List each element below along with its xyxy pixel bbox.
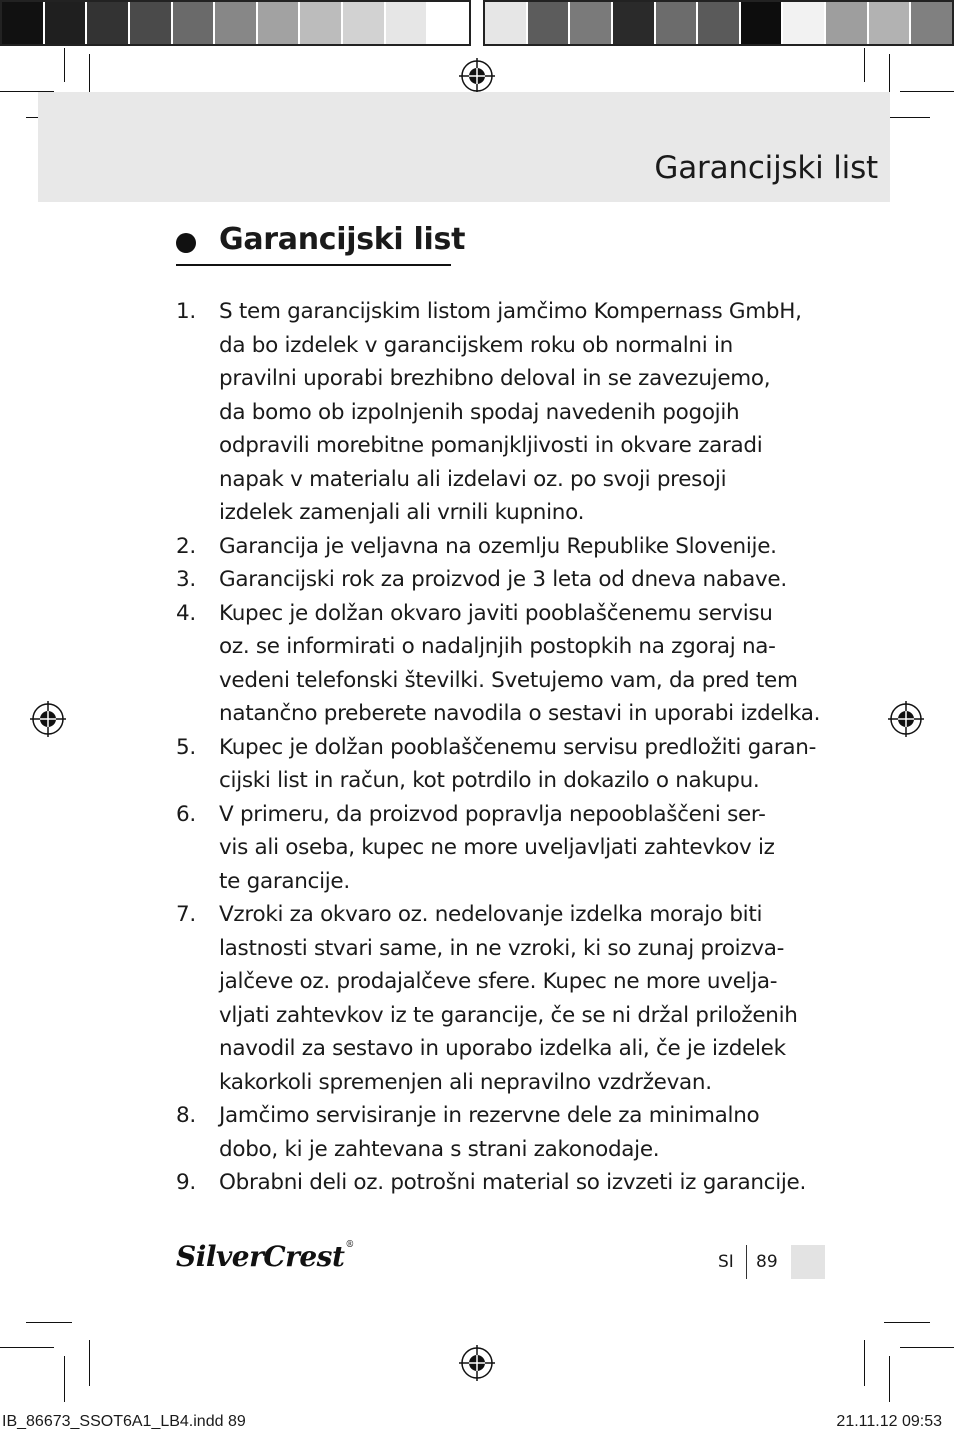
list-item-text-line: Obrabni deli oz. potrošni material so izvzeti iz garancije.: [219, 1170, 806, 1195]
list-item: [176, 530, 786, 564]
list-item-text-line: Kupec je dolžan pooblaščenemu servisu predložiti garan-: [219, 734, 817, 760]
list-item-text-line: cijski list in račun, kot potrdilo in dokazilo o nakupu.: [219, 768, 760, 793]
color-swatch: [570, 2, 613, 44]
list-item-text-line: izdelek zamenjali ali vrnili kupnino.: [219, 500, 585, 525]
brand-logo: [176, 1240, 354, 1273]
list-item: [176, 798, 786, 899]
crop-mark: [900, 1347, 954, 1348]
color-swatch: [258, 2, 301, 44]
language-code: SI: [718, 1252, 734, 1272]
list-item-number: 5.: [176, 734, 196, 760]
warranty-terms-list: [176, 295, 821, 1200]
list-item-text-line: Garancija je veljavna na ozemlju Republike Slovenije.: [219, 533, 777, 559]
footer-divider: [746, 1245, 747, 1279]
list-item-number: 3.: [176, 567, 196, 592]
list-item-text-line: odpravili morebitne pomanjkljivosti in okvare zaradi: [219, 433, 763, 458]
color-swatch: [783, 2, 826, 44]
list-item-number: 2.: [176, 533, 196, 559]
list-item: [176, 898, 798, 1099]
list-item-text-line: navodil za sestavo in uporabo izdelka ali, če je izdelek: [219, 1036, 786, 1061]
color-swatch: [911, 2, 952, 44]
color-bar-left: [0, 0, 471, 46]
crop-mark: [864, 1340, 865, 1386]
crop-mark: [900, 91, 954, 92]
registration-mark-icon: [888, 701, 924, 737]
list-item-number: 6.: [176, 801, 196, 827]
list-item-text-line: pravilni uporabi brezhibno deloval in se zavezujemo,: [219, 366, 771, 391]
crop-mark: [864, 48, 865, 82]
page-header-title: Garancijski list: [654, 150, 878, 186]
crop-mark: [889, 1356, 890, 1402]
registration-mark-icon: [30, 701, 66, 737]
list-item-text-line: V primeru, da proizvod popravlja nepooblaščeni ser-: [219, 801, 766, 827]
list-item: [176, 597, 821, 731]
color-swatch: [130, 2, 173, 44]
section-title: Garancijski list: [219, 222, 466, 257]
list-item-text-line: Kupec je dolžan okvaro javiti pooblaščenemu servisu: [219, 600, 773, 626]
list-item-text-line: jalčeve oz. prodajalčeve sfere. Kupec ne more uvelja-: [219, 969, 778, 994]
color-swatch: [741, 2, 784, 44]
list-item-text-line: lastnosti stvari same, in ne vzroki, ki so zunaj proizva-: [219, 935, 785, 961]
list-item-number: 4.: [176, 600, 196, 626]
list-item-text-line: da bomo ob izpolnjenih spodaj navedenih pogojih: [219, 399, 740, 425]
bullet-icon: [176, 233, 196, 253]
color-bar-right: [483, 0, 954, 46]
color-swatch: [656, 2, 699, 44]
list-item-text-line: kakorkoli spremenjen ali nepravilno vzdrževan.: [219, 1069, 712, 1095]
crop-mark: [26, 1322, 72, 1323]
crop-mark: [884, 117, 930, 118]
color-swatch: [87, 2, 130, 44]
registration-mark-icon: [459, 1345, 495, 1381]
color-swatch: [173, 2, 216, 44]
brand-name: SilverCrest: [176, 1240, 345, 1273]
list-item-text-line: oz. se informirati o nadaljnjih postopkih na zgoraj na-: [219, 634, 776, 659]
color-swatch: [869, 2, 912, 44]
color-swatch: [485, 2, 528, 44]
list-item-number: 9.: [176, 1170, 196, 1195]
color-swatch: [826, 2, 869, 44]
page-tab-box: [791, 1245, 825, 1279]
list-item: [176, 731, 817, 798]
color-swatch: [613, 2, 656, 44]
color-swatch: [2, 2, 45, 44]
color-swatch: [528, 2, 571, 44]
crop-mark: [64, 48, 65, 82]
color-swatch: [45, 2, 88, 44]
list-item-text-line: S tem garancijskim listom jamčimo Kompernass GmbH,: [219, 299, 802, 324]
list-item-text-line: te garancije.: [219, 868, 350, 894]
color-swatch: [386, 2, 429, 44]
list-item-text-line: Garancijski rok za proizvod je 3 leta od dneva nabave.: [219, 567, 787, 592]
list-item-text-line: da bo izdelek v garancijskem roku ob normalni in: [219, 332, 733, 358]
color-swatch: [428, 2, 469, 44]
list-item-text-line: vedeni telefonski številki. Svetujemo vam, da pred tem: [219, 667, 798, 693]
heading-underline: [176, 264, 451, 266]
color-swatch: [300, 2, 343, 44]
print-slug-datetime: 21.11.12 09:53: [836, 1413, 942, 1430]
crop-mark: [884, 1322, 930, 1323]
list-item-number: 8.: [176, 1103, 196, 1128]
registration-mark-icon: [459, 58, 495, 94]
list-item-text-line: vljati zahtevkov iz te garancije, če se ni držal priloženih: [219, 1002, 798, 1028]
list-item: [176, 1166, 806, 1200]
list-item-text-line: Vzroki za okvaro oz. nedelovanje izdelka morajo biti: [219, 902, 763, 927]
list-item-text-line: napak v materialu ali izdelavi oz. po svoji presoji: [219, 466, 727, 492]
list-item: [176, 295, 802, 530]
page-number: 89: [756, 1252, 778, 1272]
color-swatch: [343, 2, 386, 44]
print-slug-file: IB_86673_SSOT6A1_LB4.indd 89: [2, 1413, 246, 1430]
list-item-number: 7.: [176, 902, 196, 927]
list-item-text-line: vis ali oseba, kupec ne more uveljavljati zahtevkov iz: [219, 835, 775, 860]
list-item-text-line: Jamčimo servisiranje in rezervne dele za minimalno: [219, 1103, 760, 1128]
registered-mark: ®: [345, 1240, 354, 1250]
list-item-number: 1.: [176, 299, 196, 324]
list-item-text-line: natančno preberete navodila o sestavi in uporabi izdelka.: [219, 701, 821, 726]
list-item: [176, 1099, 786, 1166]
list-item-text-line: dobo, ki je zahtevana s strani zakonodaje.: [219, 1136, 660, 1162]
crop-mark: [0, 1347, 54, 1348]
color-swatch: [698, 2, 741, 44]
crop-mark: [89, 1340, 90, 1386]
color-swatch: [215, 2, 258, 44]
list-item: [176, 563, 786, 597]
crop-mark: [64, 1356, 65, 1402]
